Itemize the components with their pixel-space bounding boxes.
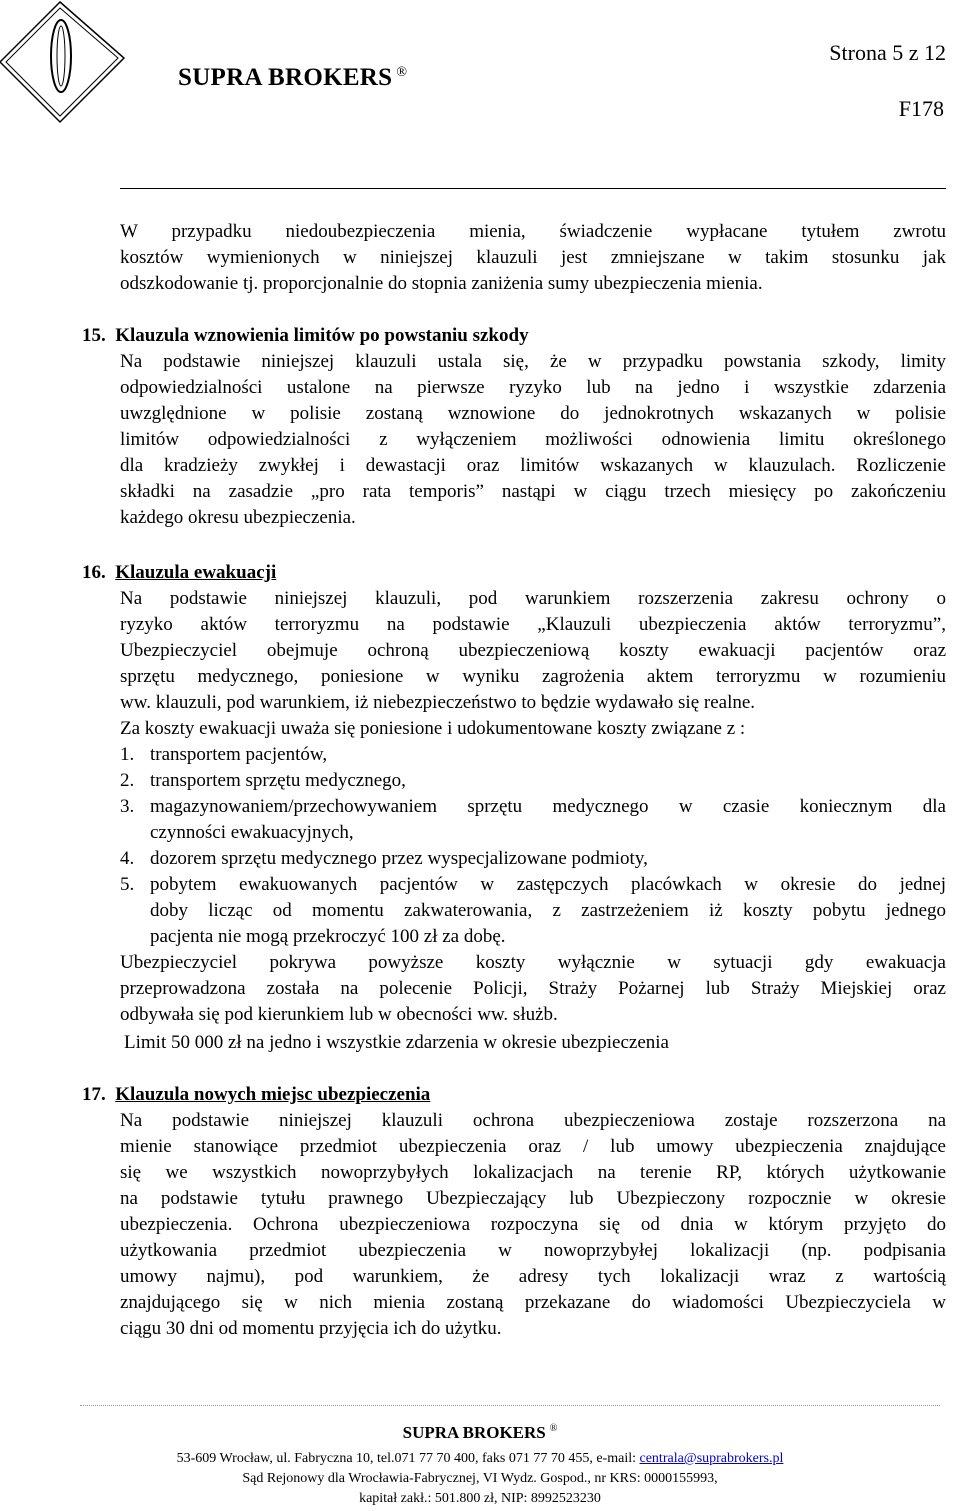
section-16-limit: Limit 50 000 zł na jedno i wszystkie zdarzenia w okresie ubezpieczenia — [124, 1032, 669, 1053]
footer-address: 53-609 Wrocław, ul. Fabryczna 10, tel.071 77 70 400, faks 071 77 70 455, e-mail: centrala@suprabrokers.pl — [176, 1451, 784, 1466]
list-item: transportem pacjentów, — [150, 744, 328, 765]
list-item: magazynowaniem/przechowywaniem sprzętu medycznego w czasie koniecznym dla — [150, 796, 946, 817]
section-17-line: umowy najmu), pod warunkiem, że adresy tych lokalizacji wraz z wartością — [120, 1266, 946, 1287]
supra-brokers-logo — [0, 0, 160, 150]
list-item: czynności ewakuacyjnych, — [150, 822, 354, 843]
header-divider — [120, 188, 946, 189]
list-item-number: 5. — [120, 874, 135, 895]
section-15-line: dla kradzieży zwykłej i dewastacji oraz limitów wskazanych w klauzulach. Rozliczenie — [120, 455, 946, 476]
section-17-heading: 17. Klauzula nowych miejsc ubezpieczenia — [82, 1084, 431, 1105]
section-17-line: na podstawie tytułu prawnego Ubezpieczający lub Ubezpieczony rozpocznie w okresie — [120, 1188, 946, 1209]
footer-brand: SUPRA BROKERS ® — [402, 1423, 558, 1442]
list-item-number: 2. — [120, 770, 135, 791]
footer-capital: kapitał zakł.: 501.800 zł, NIP: 8992523230 — [359, 1491, 601, 1506]
list-item: pobytem ewakuowanych pacjentów w zastępczych placówkach w okresie do jednej — [150, 874, 946, 895]
section-16-line: Ubezpieczyciel obejmuje ochroną ubezpieczeniową koszty ewakuacji pacjentów oraz — [120, 640, 946, 661]
list-item: doby licząc od momentu zakwaterowania, z zastrzeżeniem iż koszty pobytu jednego — [150, 900, 946, 921]
section-15-line: odpowiedzialności ustalone na pierwsze ryzyko lub na jedno i wszystkie zdarzenia — [120, 377, 946, 398]
section-16-line: Za koszty ewakuacji uważa się poniesione i udokumentowane koszty związane z : — [120, 718, 746, 739]
section-15-line: uwzględnione w polisie zostaną wznowione do jednokrotnych wskazanych w polisie — [120, 403, 946, 424]
section-16-after-line: odbywała się pod kierunkiem lub w obecności ww. służb. — [120, 1004, 558, 1025]
section-17-line: znajdującego się w nich mienia zostaną przekazane do wiadomości Ubezpieczyciela w — [120, 1292, 946, 1313]
section-16-after-line: Ubezpieczyciel pokrywa powyższe koszty wyłącznie w sytuacji gdy ewakuacja — [120, 952, 946, 973]
header-brand: SUPRA BROKERS ® — [178, 64, 408, 91]
section-15-heading: 15. Klauzula wznowienia limitów po powstaniu szkody — [82, 325, 529, 346]
intro-line-3: odszkodowanie tj. proporcjonalnie do stopnia zaniżenia sumy ubezpieczenia mienia. — [120, 273, 763, 294]
footer-email-link[interactable]: centrala@suprabrokers.pl — [639, 1451, 784, 1466]
section-15-line: składki na zasadzie „pro rata temporis” nastąpi w ciągu trzech miesięcy po zakończeniu — [120, 481, 946, 502]
section-17-line: ciągu 30 dni od momentu przyjęcia ich do użytku. — [120, 1318, 502, 1339]
section-17-line: użytkowania przedmiot ubezpieczenia w nowoprzybyłej lokalizacji (np. podpisania — [120, 1240, 946, 1261]
section-17-line: mienie stanowiące przedmiot ubezpieczenia oraz / lub umowy ubezpieczenia znajdujące — [120, 1136, 946, 1157]
footer-court: Sąd Rejonowy dla Wrocławia-Fabrycznej, VI Wydz. Gospod., nr KRS: 0000155993, — [242, 1471, 718, 1486]
page-number: Strona 5 z 12 — [829, 40, 946, 65]
section-16-line: Na podstawie niniejszej klauzuli, pod warunkiem rozszerzenia zakresu ochrony o — [120, 588, 946, 609]
footer-divider — [80, 1405, 940, 1406]
list-item: dozorem sprzętu medycznego przez wyspecjalizowane podmioty, — [150, 848, 648, 869]
form-code: F178 — [898, 96, 944, 121]
list-item-number: 3. — [120, 796, 135, 817]
section-15-line: Na podstawie niniejszej klauzuli ustala się, że w przypadku powstania szkody, limity — [120, 351, 946, 372]
list-item: transportem sprzętu medycznego, — [150, 770, 406, 791]
section-16-line: ryzyko aktów terroryzmu na podstawie „Klauzuli ubezpieczenia aktów terroryzmu”, — [120, 614, 946, 635]
section-16-after-line: przeprowadzona została na polecenie Policji, Straży Pożarnej lub Straży Miejskiej oraz — [120, 978, 946, 999]
section-17-line: ubezpieczenia. Ochrona ubezpieczeniowa rozpoczyna się od dnia w którym przyjęto do — [120, 1214, 946, 1235]
intro-line-2: kosztów wymienionych w niniejszej klauzuli jest zmniejszane w takim stosunku jak — [120, 247, 946, 268]
list-item: pacjenta nie mogą przekroczyć 100 zł za dobę. — [150, 926, 506, 947]
list-item-number: 4. — [120, 848, 135, 869]
section-16-line: ww. klauzuli, pod warunkiem, iż niebezpieczeństwo to będzie wydawało się realne. — [120, 692, 756, 713]
section-16-line: sprzętu medycznego, poniesione w wyniku zagrożenia aktem terroryzmu w rozumieniu — [120, 666, 946, 687]
intro-line-1: W przypadku niedoubezpieczenia mienia, świadczenie wypłacane tytułem zwrotu — [120, 221, 946, 242]
section-15-line: limitów odpowiedzialności z wyłączeniem możliwości odnowienia limitu określonego — [120, 429, 946, 450]
section-17-line: Na podstawie niniejszej klauzuli ochrona ubezpieczeniowa zostaje rozszerzona na — [120, 1110, 946, 1131]
section-15-line: każdego okresu ubezpieczenia. — [120, 507, 356, 528]
list-item-number: 1. — [120, 744, 135, 765]
section-17-line: się we wszystkich nowoprzybyłych lokalizacjach na terenie RP, których użytkowanie — [120, 1162, 946, 1183]
section-16-heading: 16. Klauzula ewakuacji — [82, 562, 277, 583]
